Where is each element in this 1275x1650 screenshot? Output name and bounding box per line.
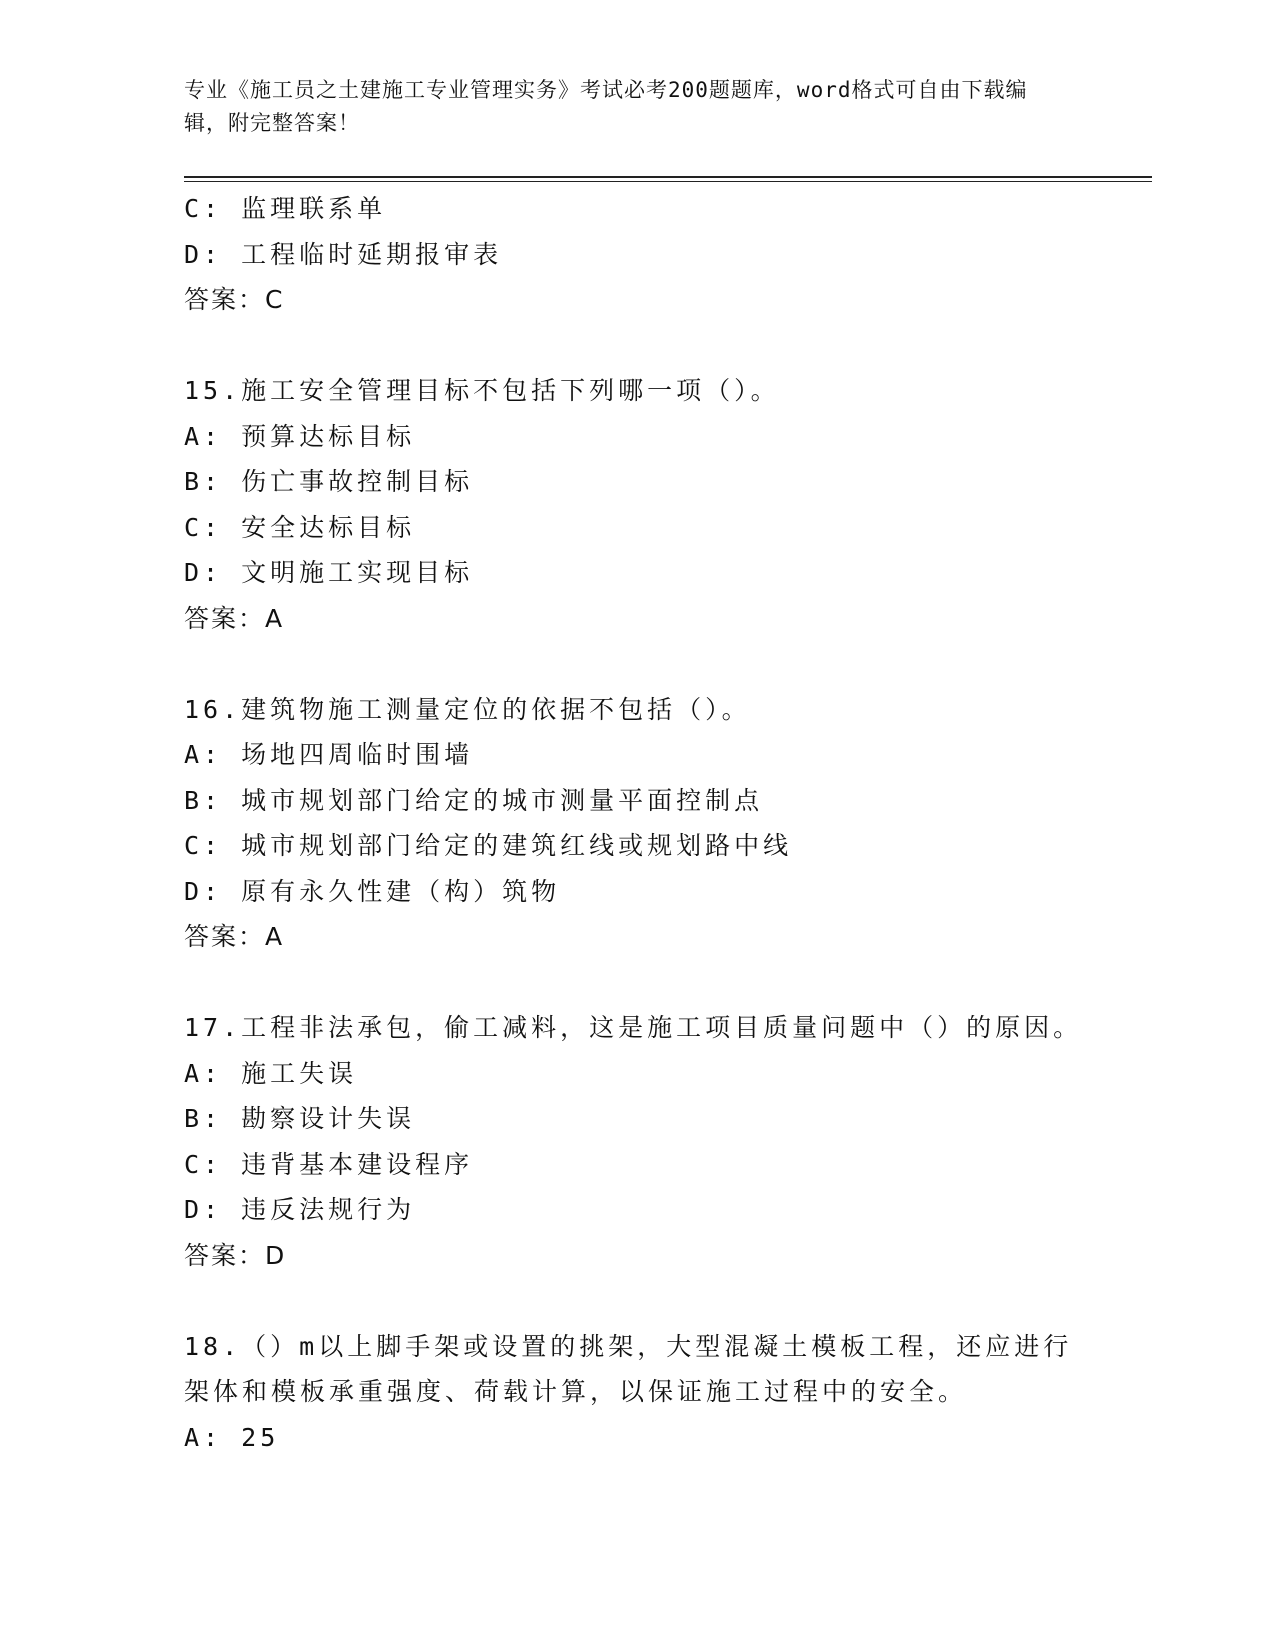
option-c: C: 违背基本建设程序 <box>184 1149 474 1179</box>
spacer <box>184 323 1084 369</box>
header-rule-thick <box>184 176 1152 178</box>
option-b: B: 勘察设计失误 <box>184 1104 416 1133</box>
option-d: D: 工程临时延期报审表 <box>184 239 503 269</box>
option-d: D: 违反法规行为 <box>184 1195 416 1224</box>
answer-line: 答案：A <box>184 922 285 951</box>
option-d: D: 文明施工实现目标 <box>184 558 474 587</box>
option-a: A: 25 <box>184 1422 280 1452</box>
option-c: C: 城市规划部门给定的建筑红线或规划路中线 <box>184 831 793 860</box>
document-header: 专业《施工员之土建施工专业管理实务》考试必考200题题库，word格式可自由下载编辑，附完整答案！ <box>184 78 1028 135</box>
answer-line: 答案：C <box>184 285 285 314</box>
question-17: 17.工程非法承包，偷工减料，这是施工项目质量问题中（）的原因。 <box>184 1013 1083 1042</box>
question-18: 18.（）m以上脚手架或设置的挑架，大型混凝土模板工程，还应进行 <box>184 1331 1073 1361</box>
header-rule-thin <box>184 181 1152 182</box>
spacer <box>184 1278 1084 1324</box>
question-list <box>184 186 1084 1460</box>
option-a: A: 施工失误 <box>184 1058 358 1088</box>
answer-line: 答案：D <box>184 1240 287 1270</box>
option-b: B: 伤亡事故控制目标 <box>184 467 474 496</box>
question-18-continued: 架体和模板承重强度、荷载计算，以保证施工过程中的安全。 <box>184 1377 968 1406</box>
option-c: C: 安全达标目标 <box>184 512 416 542</box>
option-a: A: 场地四周临时围墙 <box>184 740 474 769</box>
option-d: D: 原有永久性建（构）筑物 <box>184 876 561 906</box>
option-b: B: 城市规划部门给定的城市测量平面控制点 <box>184 785 764 815</box>
question-15: 15.施工安全管理目标不包括下列哪一项（）。 <box>184 376 780 405</box>
option-a: A: 预算达标目标 <box>184 421 416 451</box>
option-c: C: 监理联系单 <box>184 194 387 223</box>
question-16: 16.建筑物施工测量定位的依据不包括（）。 <box>184 694 751 724</box>
answer-line: 答案：A <box>184 603 285 633</box>
spacer <box>184 641 1084 687</box>
spacer <box>184 960 1084 1006</box>
